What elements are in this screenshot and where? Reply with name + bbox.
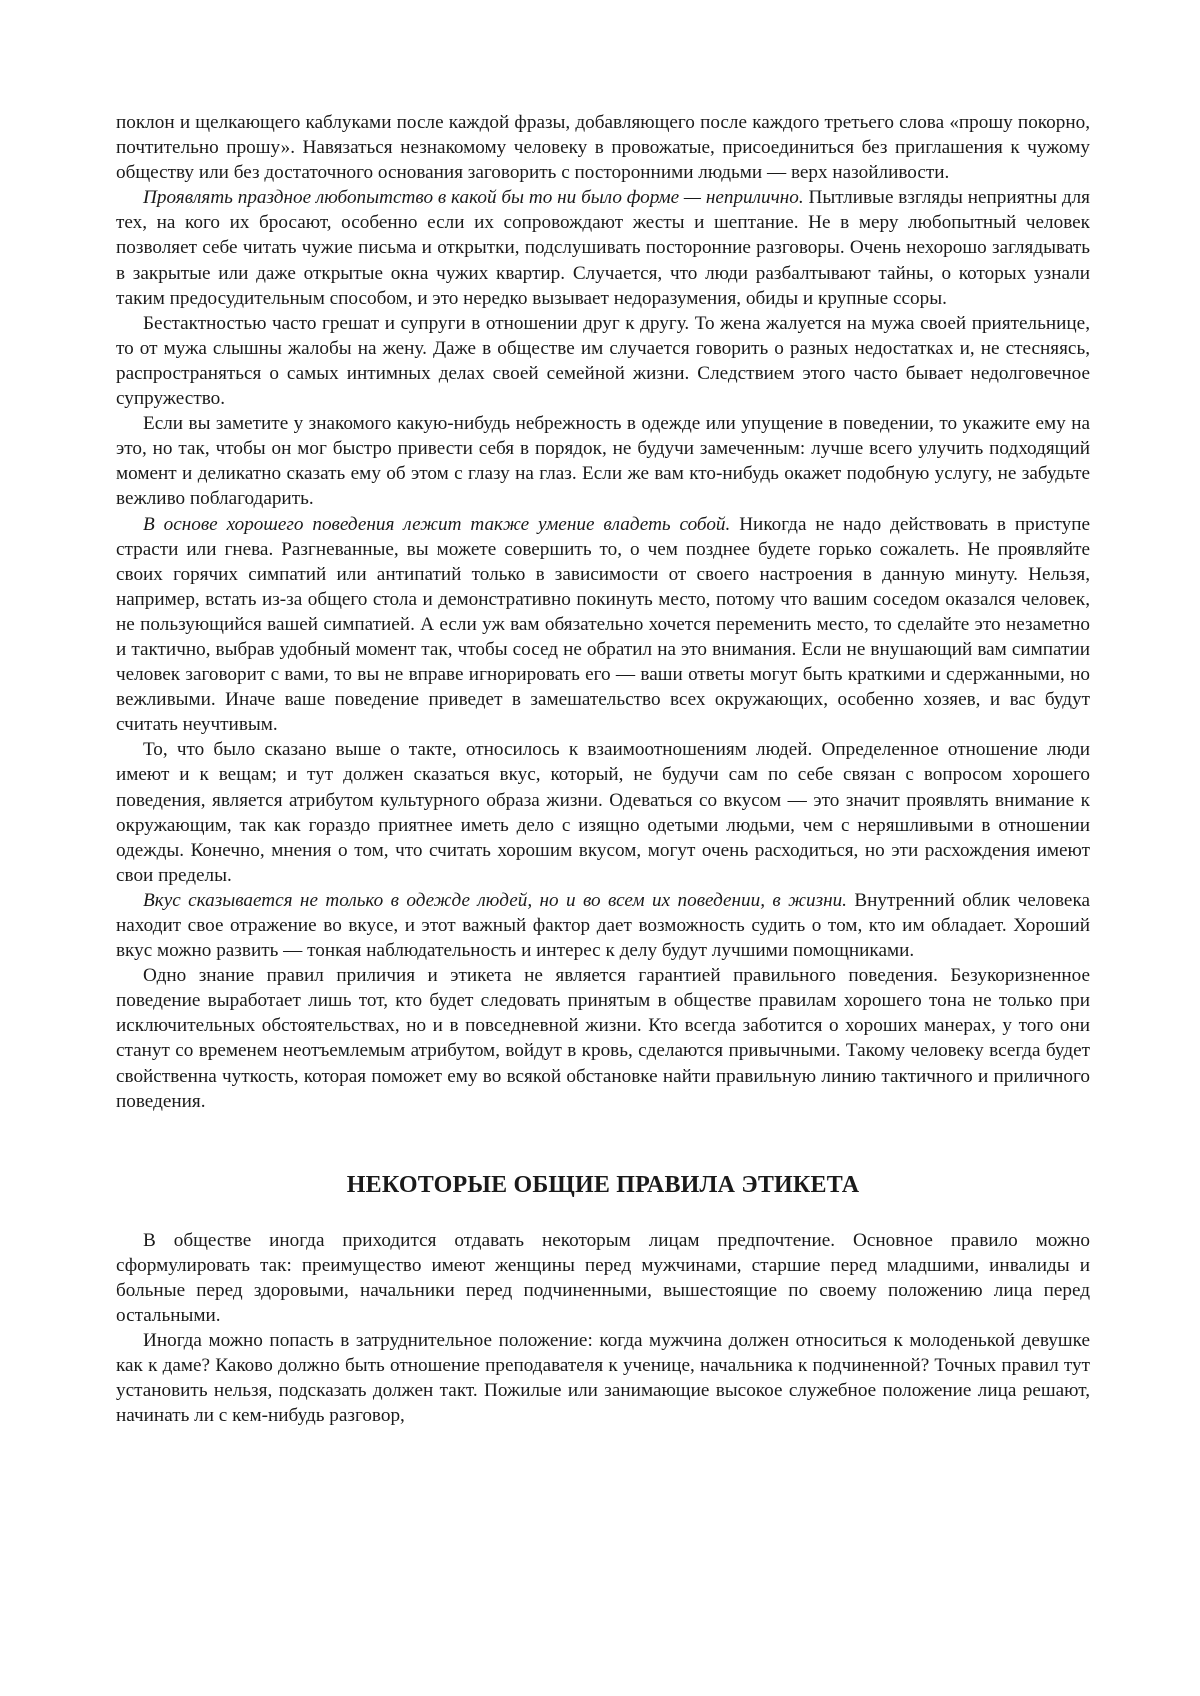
paragraph-self-control-text: Никогда не надо действовать в приступе страсти или гнева. Разгневанные, вы можете совершить то, о чем позднее будете горько сожалеть. Не проявляйте своих горячих симпатий или антипатий только в зависимости от своего настроения в данную минуту. Нельзя, например, встать из-за общего стола и демонстративно покинуть место, потому что вашим соседом оказался человек, не пользующийся вашей симпатией. А если уж вам обязательно хочется переменить место, то сделайте это незаметно и тактично, выбрав удобный момент так, чтобы сосед не обратил на это внимания. Если не внушающий вам симпатии человек заговорит с вами, то вы не вправе игнорировать его — ваши ответы могут быть краткими и сдержанными, но вежливыми. Иначе ваше поведение приведет в замешательство всех окружающих, особенно хозяев, и вас будут считать неучтивым. bbox=[116, 514, 1090, 736]
section-title: НЕКОТОРЫЕ ОБЩИЕ ПРАВИЛА ЭТИКЕТА bbox=[116, 1170, 1090, 1200]
paragraph-curiosity-text: Пытливые взгляды неприятны для тех, на кого их бросают, особенно если их сопровождают жесты и шептание. Не в меру любопытный человек позволяет себе читать чужие письма и открытки, подслушивать посторонние разговоры. Очень нехорошо заглядывать в закрытые или даже открытые окна чужих квартир. Случается, что люди разбалтывают тайны, о которых узнали таким предосудительным способом, и это нередко вызывает недоразумения, обиды и крупные ссоры. bbox=[116, 187, 1090, 308]
paragraph-difficult: Иногда можно попасть в затруднительное положение: когда мужчина должен относиться к молоденькой девушке как к даме? Каково должно быть отношение преподавателя к ученице, начальника к подчиненной? Точных правил тут установить нельзя, подсказать должен такт. Пожилые или занимающие высокое служебное положение лица решают, начинать ли с кем-нибудь разговор, bbox=[116, 1328, 1090, 1428]
paragraph-knowledge: Одно знание правил приличия и этикета не является гарантией правильного поведения. Безукоризненное поведение выработает лишь тот, кто будет следовать принятым в обществе правилам хорошего тона не только при исключительных обстоятельствах, но и в повседневной жизни. Кто всегда заботится о хороших манерах, у того они станут со временем неотъемлемым атрибутом, войдут в кровь, сделаются привычными. Такому человеку всегда будет свойственна чуткость, которая поможет ему во всякой обстановке найти правильную линию тактичного и приличного поведения. bbox=[116, 963, 1090, 1114]
paragraph-preference: В обществе иногда приходится отдавать некоторым лицам предпочтение. Основное правило можно сформулировать так: преимущество имеют женщины перед мужчинами, старшие перед младшими, инвалиды и больные перед здоровыми, начальники перед подчиненными, вышестоящие по своему положению лица перед остальными. bbox=[116, 1228, 1090, 1328]
paragraph-curiosity-emphasis: Проявлять праздное любопытство в какой бы то ни было форме — неприлично. bbox=[143, 187, 804, 208]
paragraph-taste: То, что было сказано выше о такте, относилось к взаимоотношениям людей. Определенное отношение люди имеют и к вещам; и тут должен сказаться вкус, который, не будучи сам по себе связан с вопросом хорошего поведения, является атрибутом культурного образа жизни. Одеваться со вкусом — это значит проявлять внимание к окружающим, так как гораздо приятнее иметь дело с изящно одетыми людьми, чем с неряшливыми в отношении одежды. Конечно, мнения о том, что считать хорошим вкусом, могут очень расходиться, но эти расхождения имеют свои пределы. bbox=[116, 737, 1090, 888]
paragraph-taste-life-text: Внутренний облик человека находит свое отражение во вкусе, и этот важный фактор дает возможность судить о том, кто им обладает. Хороший вкус можно развить — тонкая наблюдательность и интерес к делу будут лучшими помощниками. bbox=[116, 890, 1090, 961]
paragraph-taste-life-emphasis: Вкус сказывается не только в одежде людей, но и во всем их поведении, в жизни. bbox=[143, 890, 847, 911]
paragraph-intro-continuation: поклон и щелкающего каблуками после каждой фразы, добавляющего после каждого третьего слова «прошу покорно, почтительно прошу». Навязаться незнакомому человеку в провожатые, присоединиться без приглашения к чужому обществу или без достаточного основания заговорить с посторонними людьми — верх назойливости. bbox=[116, 110, 1090, 185]
document-page bbox=[116, 110, 1090, 1429]
paragraph-spouses: Бестактностью часто грешат и супруги в отношении друг к другу. То жена жалуется на мужа своей приятельнице, то от мужа слышны жалобы на жену. Даже в обществе им случается говорить о разных недостатках и, не стесняясь, распространяться о самых интимных делах своей семейной жизни. Следствием этого часто бывает недолговечное супружество. bbox=[116, 311, 1090, 411]
paragraph-self-control bbox=[116, 512, 1090, 738]
paragraph-taste-life bbox=[116, 888, 1090, 963]
paragraph-self-control-emphasis: В основе хорошего поведения лежит также умение владеть собой. bbox=[143, 514, 730, 535]
paragraph-curiosity bbox=[116, 185, 1090, 310]
paragraph-negligence: Если вы заметите у знакомого какую-нибудь небрежность в одежде или упущение в поведении, то укажите ему на это, но так, чтобы он мог быстро привести себя в порядок, не будучи замеченным: лучше всего улучить подходящий момент и деликатно сказать ему об этом с глазу на глаз. Если же вам кто-нибудь окажет подобную услугу, не забудьте вежливо поблагодарить. bbox=[116, 411, 1090, 511]
